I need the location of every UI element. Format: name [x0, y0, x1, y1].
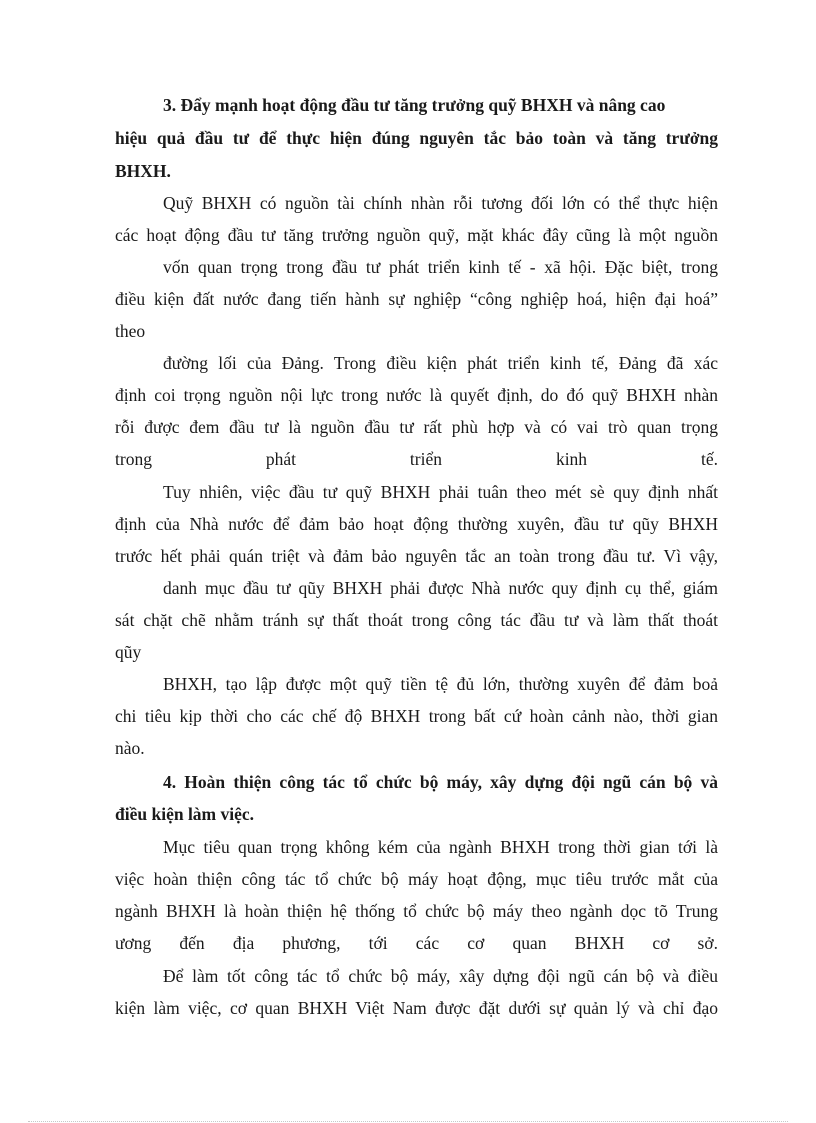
- section-3-heading-line-3: BHXH.: [115, 161, 171, 181]
- paragraph-line: theo: [115, 321, 146, 341]
- paragraph-line: ương đến địa phương, tới các cơ quan BHXH cơ sở.: [115, 933, 718, 953]
- paragraph-line: Mục tiêu quan trọng không kém của ngành BHXH trong thời gian tới là: [163, 837, 718, 857]
- paragraph-line: các hoạt động đầu tư tăng trưởng nguồn quỹ, mặt khác đây cũng là một nguồn: [115, 225, 718, 245]
- page-bottom-divider: [28, 1121, 788, 1122]
- paragraph-line: qũy: [115, 642, 142, 662]
- paragraph-line: kiện làm việc, cơ quan BHXH Việt Nam được đặt dưới sự quản lý và chỉ đạo: [115, 998, 718, 1018]
- paragraph-line: việc hoàn thiện công tác tổ chức bộ máy hoạt động, mục tiêu trước mắt của: [115, 869, 718, 889]
- paragraph-line: điều kiện đất nước đang tiến hành sự nghiệp “công nghiệp hoá, hiện đại hoá”: [115, 289, 718, 309]
- paragraph-line: Tuy nhiên, việc đầu tư quỹ BHXH phải tuân theo mét sè quy định nhất: [163, 482, 718, 502]
- paragraph-line: sát chặt chẽ nhằm tránh sự thất thoát trong công tác đầu tư và làm thất thoát: [115, 610, 718, 630]
- paragraph-line: danh mục đầu tư qũy BHXH phải được Nhà nước quy định cụ thể, giám: [163, 578, 718, 598]
- section-4-heading-line-1: 4. Hoàn thiện công tác tổ chức bộ máy, xây dựng đội ngũ cán bộ và: [163, 772, 718, 792]
- paragraph-line: định coi trọng nguồn nội lực trong nước là quyết định, do đó quỹ BHXH nhàn: [115, 385, 718, 405]
- paragraph-line: định của Nhà nước để đảm bảo hoạt động thường xuyên, đầu tư qũy BHXH: [115, 514, 718, 534]
- paragraph-line: Để làm tốt công tác tổ chức bộ máy, xây dựng đội ngũ cán bộ và điều: [163, 966, 718, 986]
- paragraph-line: BHXH, tạo lập được một quỹ tiền tệ đủ lớn, thường xuyên để đảm boả: [163, 674, 718, 694]
- section-3-heading-line-2: hiệu quả đầu tư để thực hiện đúng nguyên tắc bảo toàn và tăng trưởng: [115, 128, 718, 148]
- paragraph-line: Quỹ BHXH có nguồn tài chính nhàn rỗi tương đối lớn có thể thực hiện: [163, 193, 718, 213]
- section-3-heading-line-1: 3. Đẩy mạnh hoạt động đầu tư tăng trưởng quỹ BHXH và nâng cao: [163, 95, 666, 115]
- paragraph-line: ngành BHXH là hoàn thiện hệ thống tổ chức bộ máy theo ngành dọc tõ Trung: [115, 901, 718, 921]
- paragraph-line: chi tiêu kịp thời cho các chế độ BHXH trong bất cứ hoàn cảnh nào, thời gian: [115, 706, 718, 726]
- paragraph-line: trước hết phải quán triệt và đảm bảo nguyên tắc an toàn trong đầu tư. Vì vậy,: [115, 546, 718, 566]
- paragraph-line: nào.: [115, 738, 145, 758]
- paragraph-line: trong phát triển kinh tế.: [115, 449, 718, 469]
- section-4-heading-line-2: điều kiện làm việc.: [115, 804, 255, 824]
- paragraph-line: rỗi được đem đầu tư là nguồn đầu tư rất phù hợp và có vai trò quan trọng: [115, 417, 718, 437]
- paragraph-line: vốn quan trọng trong đầu tư phát triển kinh tế - xã hội. Đặc biệt, trong: [163, 257, 718, 277]
- paragraph-line: đường lối của Đảng. Trong điều kiện phát triển kinh tế, Đảng đã xác: [163, 353, 718, 373]
